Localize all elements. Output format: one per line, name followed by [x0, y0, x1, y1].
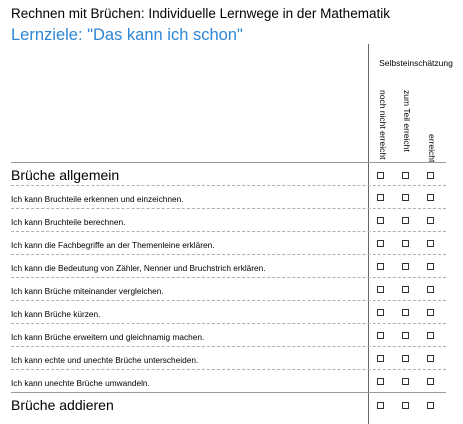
checkbox-not-reached[interactable]: [377, 194, 384, 201]
goal-label: Ich kann echte und unechte Brüche unterscheiden.: [11, 355, 199, 365]
checkbox-not-reached[interactable]: [377, 217, 384, 224]
goal-row: [11, 300, 446, 323]
checkbox-not-reached[interactable]: [377, 378, 384, 385]
column-header-reached: erreicht: [427, 133, 437, 162]
self-assessment-header: Selbsteinschätzung: [379, 58, 453, 68]
goal-row: [11, 323, 446, 346]
checkbox-partly-reached[interactable]: [402, 217, 409, 224]
checkbox-partly-reached[interactable]: [402, 263, 409, 270]
goal-label: Ich kann die Bedeutung von Zähler, Nenner und Bruchstrich erklären.: [11, 263, 266, 273]
checkbox-partly-reached[interactable]: [402, 286, 409, 293]
checkbox-reached[interactable]: [427, 355, 434, 362]
column-header-partly-reached: zum Teil erreicht: [402, 90, 412, 152]
checkbox-not-reached[interactable]: [377, 402, 384, 409]
goal-row: [11, 208, 446, 231]
goal-label: Ich kann Brüche kürzen.: [11, 309, 101, 319]
checkbox-not-reached[interactable]: [377, 286, 384, 293]
checkbox-not-reached[interactable]: [377, 263, 384, 270]
goals-table: [11, 162, 446, 415]
checkbox-partly-reached[interactable]: [402, 172, 409, 179]
checkbox-partly-reached[interactable]: [402, 355, 409, 362]
goal-row: [11, 277, 446, 300]
checkbox-reached[interactable]: [427, 332, 434, 339]
goal-label: Ich kann die Fachbegriffe an der Themenleine erklären.: [11, 240, 215, 250]
section-row: [11, 162, 446, 185]
checkbox-reached[interactable]: [427, 194, 434, 201]
goal-row: [11, 254, 446, 277]
checkbox-not-reached[interactable]: [377, 332, 384, 339]
checkbox-not-reached[interactable]: [377, 309, 384, 316]
checkbox-reached[interactable]: [427, 286, 434, 293]
goal-label: Ich kann Brüche erweitern und gleichnamig machen.: [11, 332, 205, 342]
goal-row: [11, 231, 446, 254]
column-header-not-reached: noch nicht erreicht: [378, 90, 388, 160]
checkbox-not-reached[interactable]: [377, 355, 384, 362]
checkbox-partly-reached[interactable]: [402, 309, 409, 316]
goal-label: Ich kann Bruchteile erkennen und einzeichnen.: [11, 194, 184, 204]
goal-label: Ich kann Bruchteile berechnen.: [11, 217, 126, 227]
checkbox-reached[interactable]: [427, 217, 434, 224]
goal-row: [11, 185, 446, 208]
document-title: Rechnen mit Brüchen: Individuelle Lernwege in der Mathematik: [11, 6, 390, 21]
section-heading: Brüche addieren: [11, 397, 114, 413]
checkbox-reached[interactable]: [427, 402, 434, 409]
checkbox-reached[interactable]: [427, 378, 434, 385]
checkbox-partly-reached[interactable]: [402, 378, 409, 385]
checkbox-partly-reached[interactable]: [402, 402, 409, 409]
goal-label: Ich kann Brüche miteinander vergleichen.: [11, 286, 164, 296]
checkbox-partly-reached[interactable]: [402, 194, 409, 201]
section-heading: Brüche allgemein: [11, 167, 120, 183]
checkbox-reached[interactable]: [427, 240, 434, 247]
checkbox-reached[interactable]: [427, 172, 434, 179]
checkbox-partly-reached[interactable]: [402, 240, 409, 247]
goal-row: [11, 346, 446, 369]
document-subtitle: Lernziele: "Das kann ich schon": [11, 26, 243, 44]
goal-label: Ich kann unechte Brüche umwandeln.: [11, 378, 150, 388]
checkbox-reached[interactable]: [427, 263, 434, 270]
checkbox-partly-reached[interactable]: [402, 332, 409, 339]
checkbox-not-reached[interactable]: [377, 240, 384, 247]
checkbox-reached[interactable]: [427, 309, 434, 316]
goal-row: [11, 369, 446, 392]
section-row: [11, 392, 446, 415]
checkbox-not-reached[interactable]: [377, 172, 384, 179]
